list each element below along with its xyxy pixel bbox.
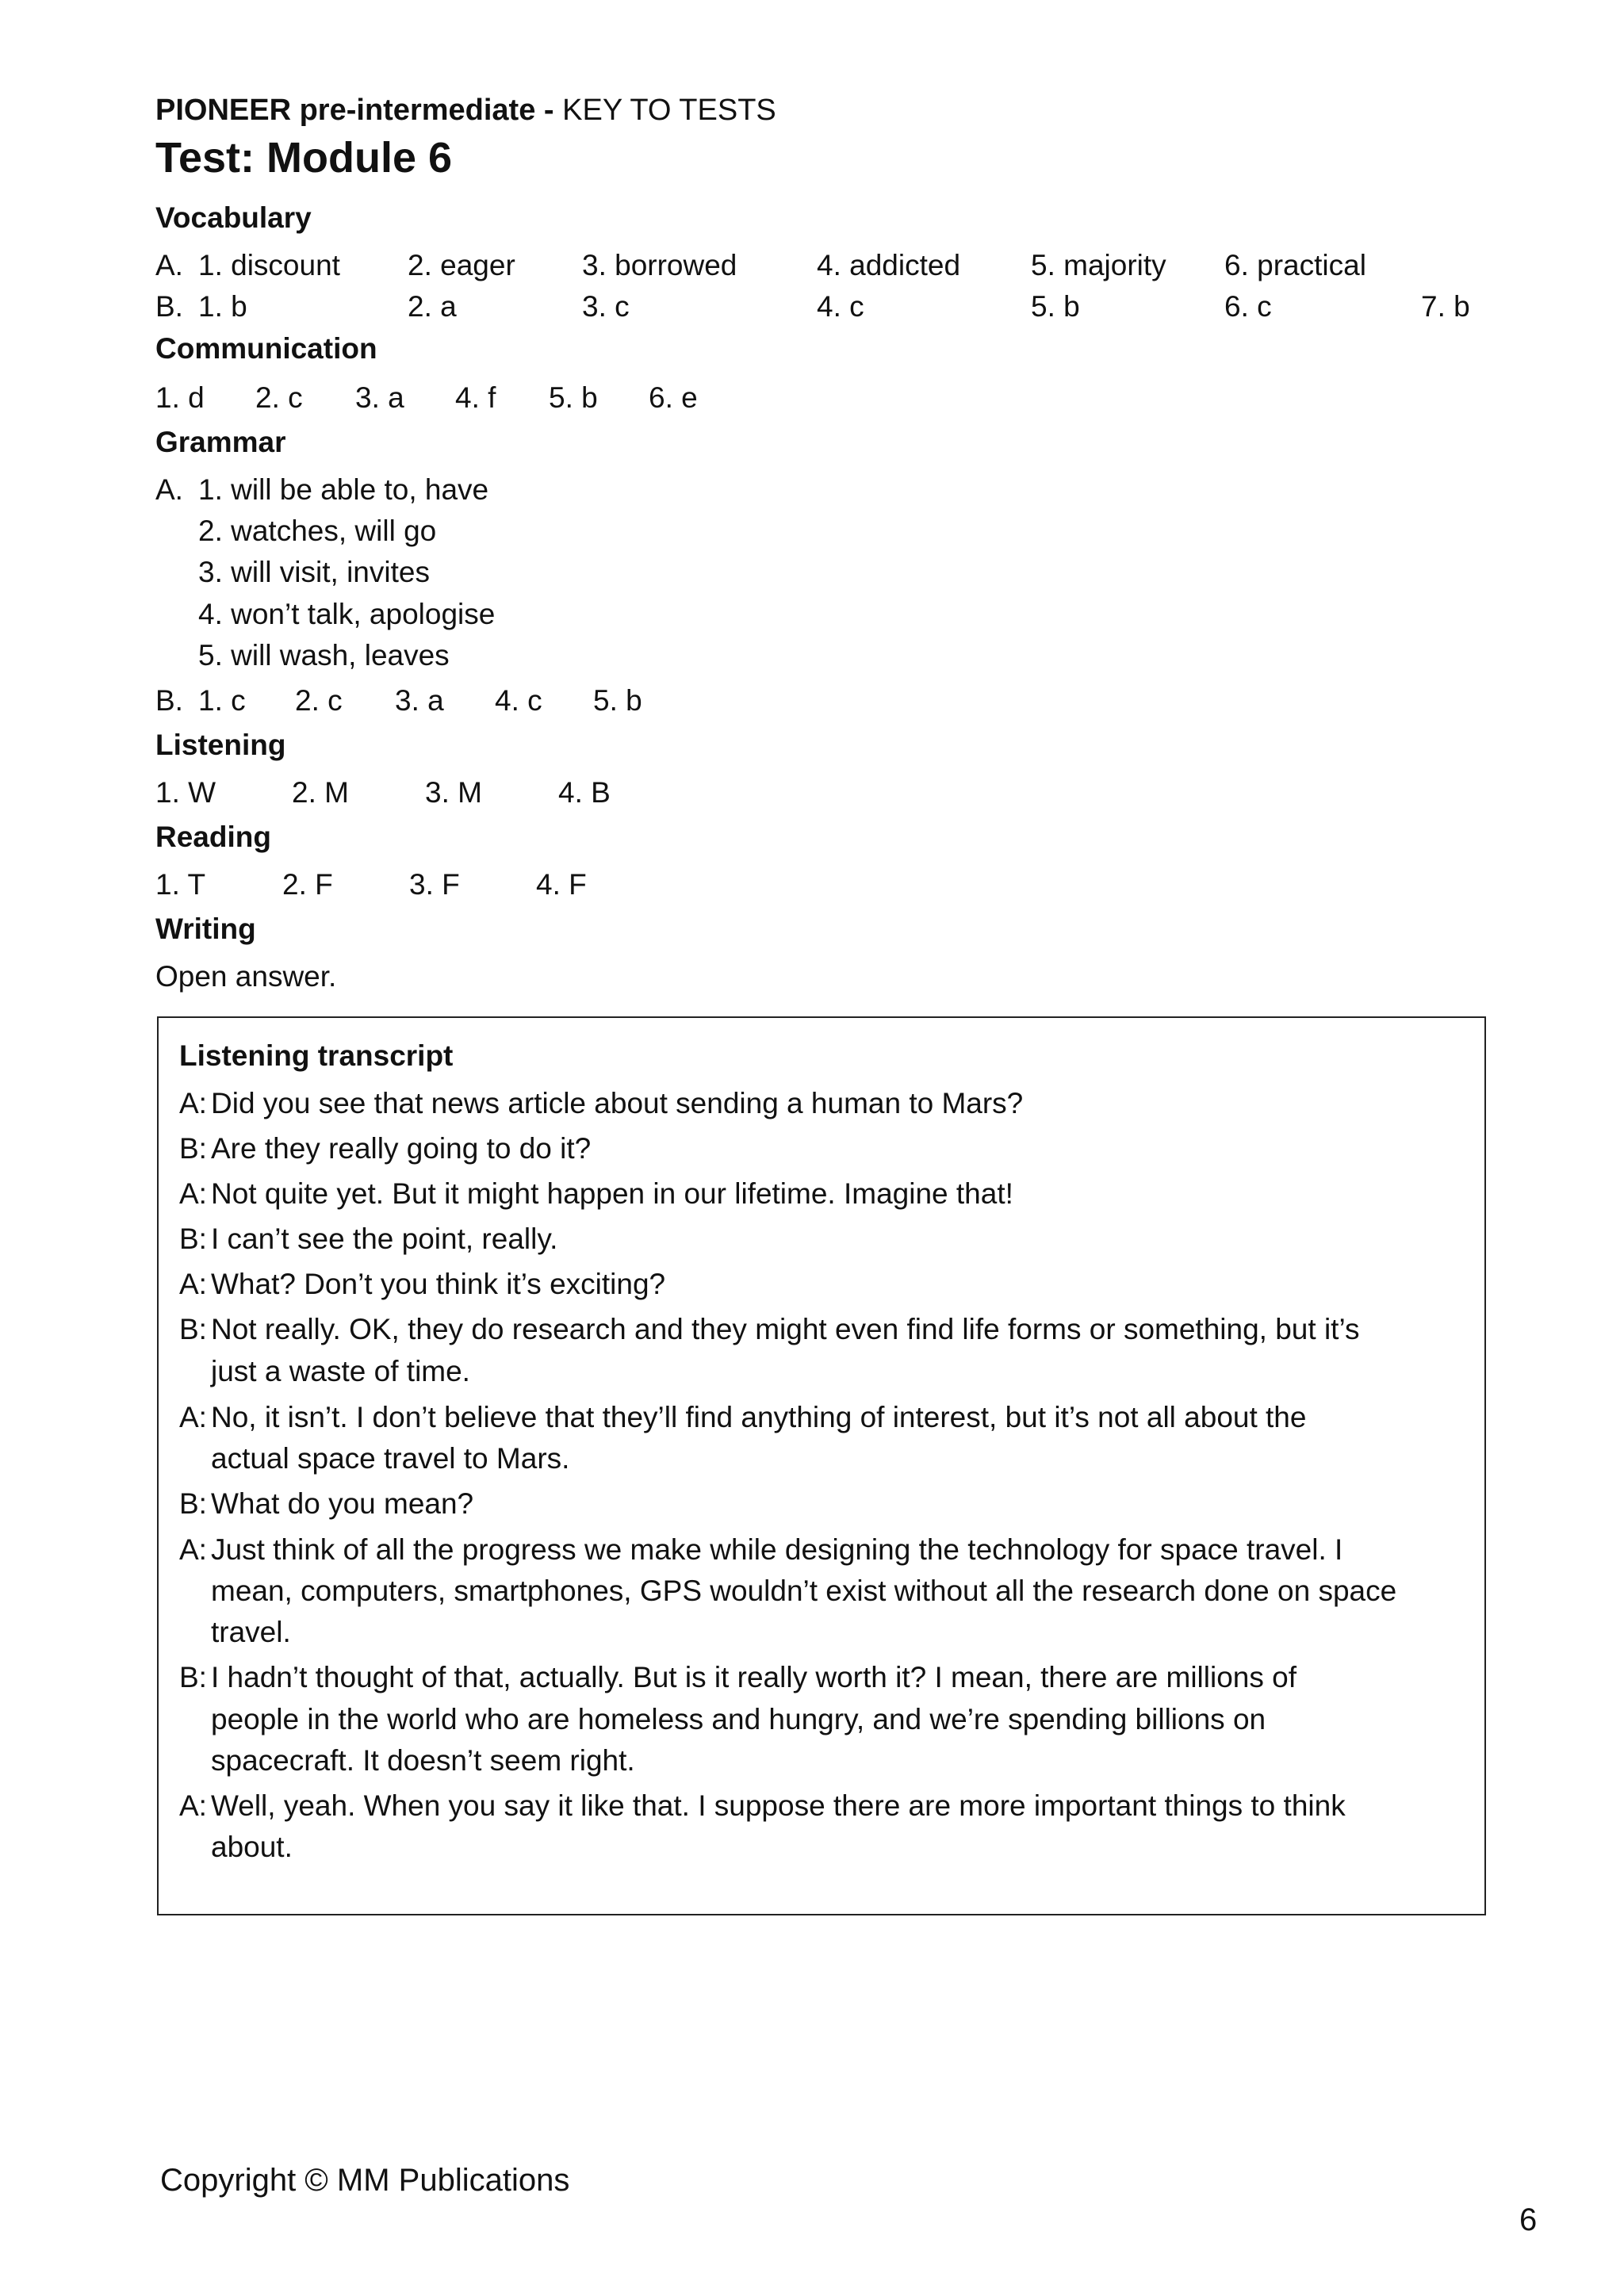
vocabulary-a-item: 6. practical	[1224, 249, 1366, 281]
line-text: What? Don’t you think it’s exciting?	[211, 1268, 666, 1300]
listening-item: 2. M	[292, 776, 349, 809]
reading-heading: Reading	[155, 821, 271, 853]
line-text: spacecraft. It doesn’t seem right.	[211, 1744, 635, 1777]
grammar-a-item: 3. will visit, invites	[198, 556, 430, 588]
speaker-label: B:	[179, 1132, 207, 1165]
reading-item: 1. T	[155, 868, 206, 901]
vocabulary-heading: Vocabulary	[155, 201, 312, 234]
vocabulary-a-item: 1. discount	[198, 249, 340, 281]
vocabulary-a-item: 4. addicted	[817, 249, 961, 281]
line-text: just a waste of time.	[211, 1355, 470, 1387]
header-line	[155, 94, 776, 128]
line-text: actual space travel to Mars.	[211, 1442, 570, 1475]
vocabulary-b-item: 7. b	[1421, 290, 1470, 323]
grammar-b-item: 5. b	[593, 684, 642, 717]
vocabulary-a-item: 2. eager	[408, 249, 515, 281]
vocabulary-b-item: 5. b	[1031, 290, 1080, 323]
listening-heading: Listening	[155, 729, 286, 761]
grammar-b-item: 1. c	[198, 684, 246, 717]
line-text: Just think of all the progress we make while designing the technology for space travel. I	[211, 1533, 1343, 1566]
vocabulary-a-item: 5. majority	[1031, 249, 1166, 281]
vocabulary-b-item: 2. a	[408, 290, 457, 323]
grammar-b-item: 3. a	[395, 684, 444, 717]
line-text: Not really. OK, they do research and they might even find life forms or something, but it’s	[211, 1313, 1360, 1345]
transcript-heading: Listening transcript	[179, 1039, 454, 1072]
page-number: 6	[1519, 2202, 1538, 2237]
line-text: mean, computers, smartphones, GPS wouldn’t exist without all the research done on space	[211, 1575, 1397, 1607]
vocabulary-b-item: 6. c	[1224, 290, 1272, 323]
communication-item: 6. e	[649, 381, 698, 414]
line-text: I hadn’t thought of that, actually. But is it really worth it? I mean, there are millions of	[211, 1661, 1297, 1693]
listening-item: 4. B	[558, 776, 611, 809]
copyright-text: Copyright © MM Publications	[160, 2163, 570, 2198]
grammar-a-item: 5. will wash, leaves	[198, 639, 450, 672]
communication-item: 5. b	[549, 381, 598, 414]
speaker-label: A:	[179, 1533, 207, 1566]
grammar-b-item: 4. c	[495, 684, 542, 717]
grammar-heading: Grammar	[155, 426, 286, 458]
reading-item: 2. F	[282, 868, 333, 901]
vocabulary-b-item: 3. c	[582, 290, 630, 323]
speaker-label: A:	[179, 1177, 207, 1210]
line-text: Well, yeah. When you say it like that. I suppose there are more important things to think	[211, 1789, 1346, 1822]
communication-item: 4. f	[455, 381, 496, 414]
line-text: travel.	[211, 1616, 291, 1648]
vocabulary-a-label: A.	[155, 249, 183, 281]
line-text: people in the world who are homeless and hungry, and we’re spending billions on	[211, 1703, 1266, 1735]
speaker-label: B:	[179, 1487, 207, 1520]
communication-heading: Communication	[155, 332, 377, 365]
grammar-a-item: 4. won’t talk, apologise	[198, 598, 496, 630]
writing-answer: Open answer.	[155, 960, 337, 993]
line-text: Not quite yet. But it might happen in our lifetime. Imagine that!	[211, 1177, 1013, 1210]
speaker-label: A:	[179, 1087, 207, 1119]
communication-item: 3. a	[355, 381, 404, 414]
line-text: I can’t see the point, really.	[211, 1223, 558, 1255]
line-text: No, it isn’t. I don’t believe that they’ll find anything of interest, but it’s not all about the	[211, 1401, 1307, 1433]
vocabulary-b-label: B.	[155, 290, 183, 323]
listening-item: 3. M	[425, 776, 482, 809]
grammar-a-item: 1. will be able to, have	[198, 473, 489, 506]
grammar-b-label: B.	[155, 684, 183, 717]
listening-item: 1. W	[155, 776, 216, 809]
speaker-label: B:	[179, 1313, 207, 1345]
writing-heading: Writing	[155, 913, 256, 945]
vocabulary-b-item: 1. b	[198, 290, 247, 323]
grammar-a-item: 2. watches, will go	[198, 515, 437, 547]
line-text: Did you see that news article about sending a human to Mars?	[211, 1087, 1024, 1119]
grammar-a-label: A.	[155, 473, 183, 506]
communication-item: 2. c	[255, 381, 303, 414]
line-text: What do you mean?	[211, 1487, 474, 1520]
header-subtitle: KEY TO TESTS	[562, 94, 776, 127]
page-title: Test: Module 6	[155, 134, 453, 182]
speaker-label: A:	[179, 1401, 207, 1433]
reading-item: 4. F	[536, 868, 587, 901]
speaker-label: B:	[179, 1661, 207, 1693]
grammar-b-item: 2. c	[295, 684, 343, 717]
speaker-label: A:	[179, 1268, 207, 1300]
series-name: PIONEER pre-intermediate	[155, 94, 536, 127]
header-separator: -	[535, 94, 563, 127]
speaker-label: A:	[179, 1789, 207, 1822]
communication-item: 1. d	[155, 381, 205, 414]
vocabulary-a-item: 3. borrowed	[582, 249, 737, 281]
vocabulary-b-item: 4. c	[817, 290, 864, 323]
reading-item: 3. F	[409, 868, 460, 901]
line-text: Are they really going to do it?	[211, 1132, 592, 1165]
speaker-label: B:	[179, 1223, 207, 1255]
line-text: about.	[211, 1831, 293, 1863]
